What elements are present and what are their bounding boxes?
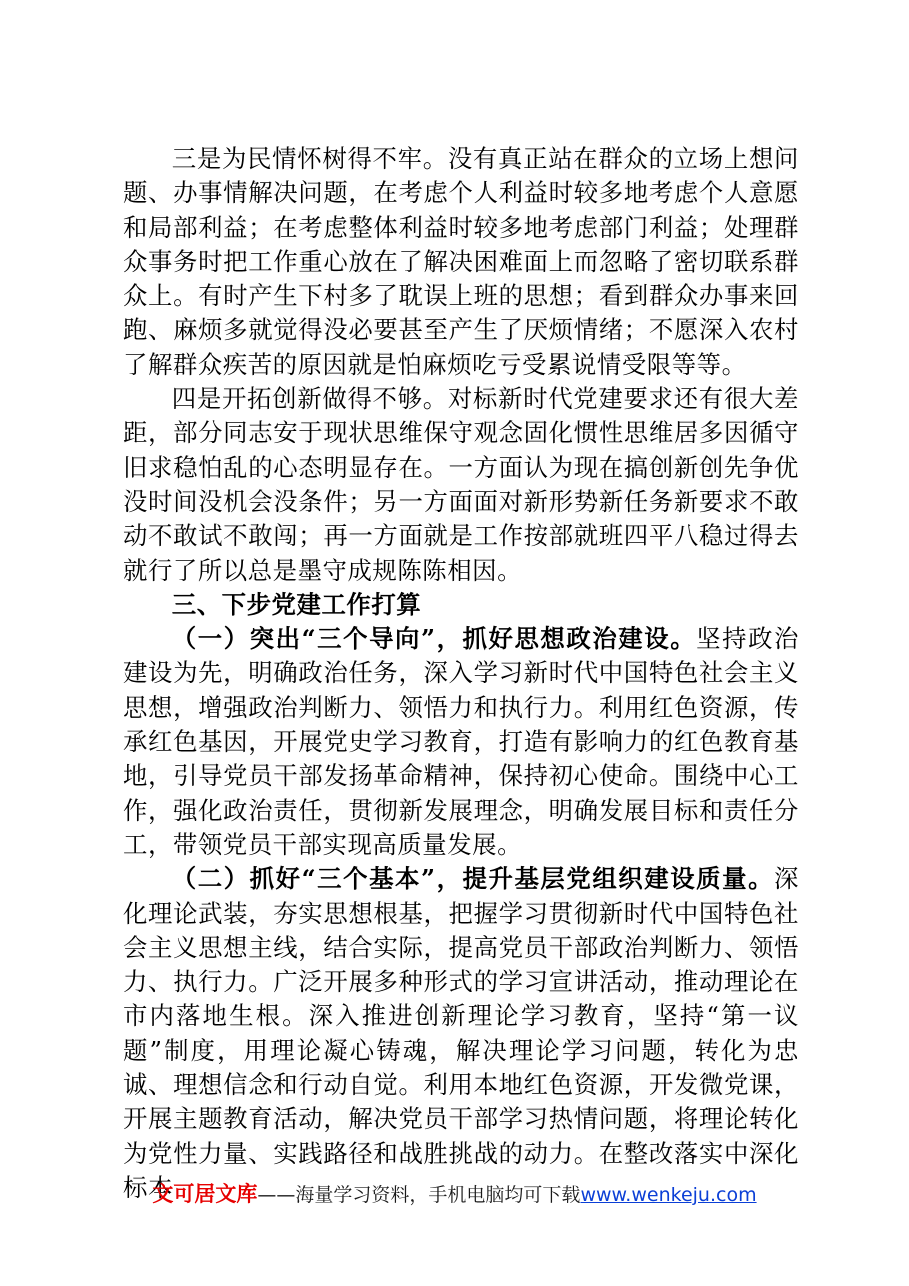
footer-banner (0, 1178, 909, 1208)
item-text: 深化理论武装，夯实思想根基，把握学习贯彻新时代中国特色社会主义思想主线，结合实际，提高党员干部政治判断力、领悟力、执行力。广泛开展多种形式的学习宣讲活动，推动理论在市内落地生根。深入推进创新理论学习教育，坚持“第一议题”制度，用理论凝心铸魂，解决理论学习问题，转化为忠诚、理想信念和行动自觉。利用本地红色资源，开发微党课，开展主题教育活动，解决党员干部学习热情问题，将理论转化为党性力量、实践路径和战胜挑战的动力。在整改落实中深化标本 (123, 864, 799, 1202)
section-heading: 三、下步党建工作打算 (171, 589, 422, 619)
footer-slogan: 海量学习资料，手机电脑均可下载 (295, 1184, 581, 1206)
footer-brand: 文可居文库 (152, 1182, 258, 1206)
item-text: 坚持政治建设为先，明确政治任务，深入学习新时代中国特色社会主义思想，增强政治判断力、领悟力和执行力。利用红色资源，传承红色基因，开展党史学习教育，打造有影响力的红色教育基地，引导党员干部发扬革命精神，保持初心使命。围绕中心工作，强化政治责任，贯彻新发展理念，明确发展目标和责任分工，带领党员干部实现高质量发展。 (123, 624, 799, 859)
paragraph-text: 四是开拓创新做得不够。对标新时代党建要求还有很大差距，部分同志安于现状思维保守观念固化惯性思维居多因循守旧求稳怕乱的心态明显存在。一方面认为现在搞创新创先争优没时间没机会没条件；另一方面面对新形势新任务新要求不敢动不敢试不敢闯；再一方面就是工作按部就班四平八稳过得去就行了所以总是墨守成规陈陈相因。 (123, 384, 799, 585)
paragraph-problem-3 (123, 142, 799, 382)
footer-url-link[interactable]: www.wenkeju.com (580, 1184, 757, 1206)
item-lead: （二）抓好“三个基本”，提升基层党组织建设质量。 (171, 864, 775, 894)
item-lead: （一）突出“三个导向”，抓好思想政治建设。 (171, 624, 697, 654)
paragraph-problem-4 (123, 382, 799, 588)
plan-item-1 (123, 622, 799, 862)
plan-item-2 (123, 862, 799, 1205)
document-body (123, 142, 799, 1205)
footer-dash: —— (257, 1184, 296, 1206)
paragraph-text: 三是为民情怀树得不牢。没有真正站在群众的立场上想问题、办事情解决问题，在考虑个人利益时较多地考虑个人意愿和局部利益；在考虑整体利益时较多地考虑部门利益；处理群众事务时把工作重心放在了解决困难面上而忽略了密切联系群众上。有时产生下村多了耽误上班的思想；看到群众办事来回跑、麻烦多就觉得没必要甚至产生了厌烦情绪；不愿深入农村了解群众疾苦的原因就是怕麻烦吃亏受累说情受限等等。 (123, 144, 799, 379)
